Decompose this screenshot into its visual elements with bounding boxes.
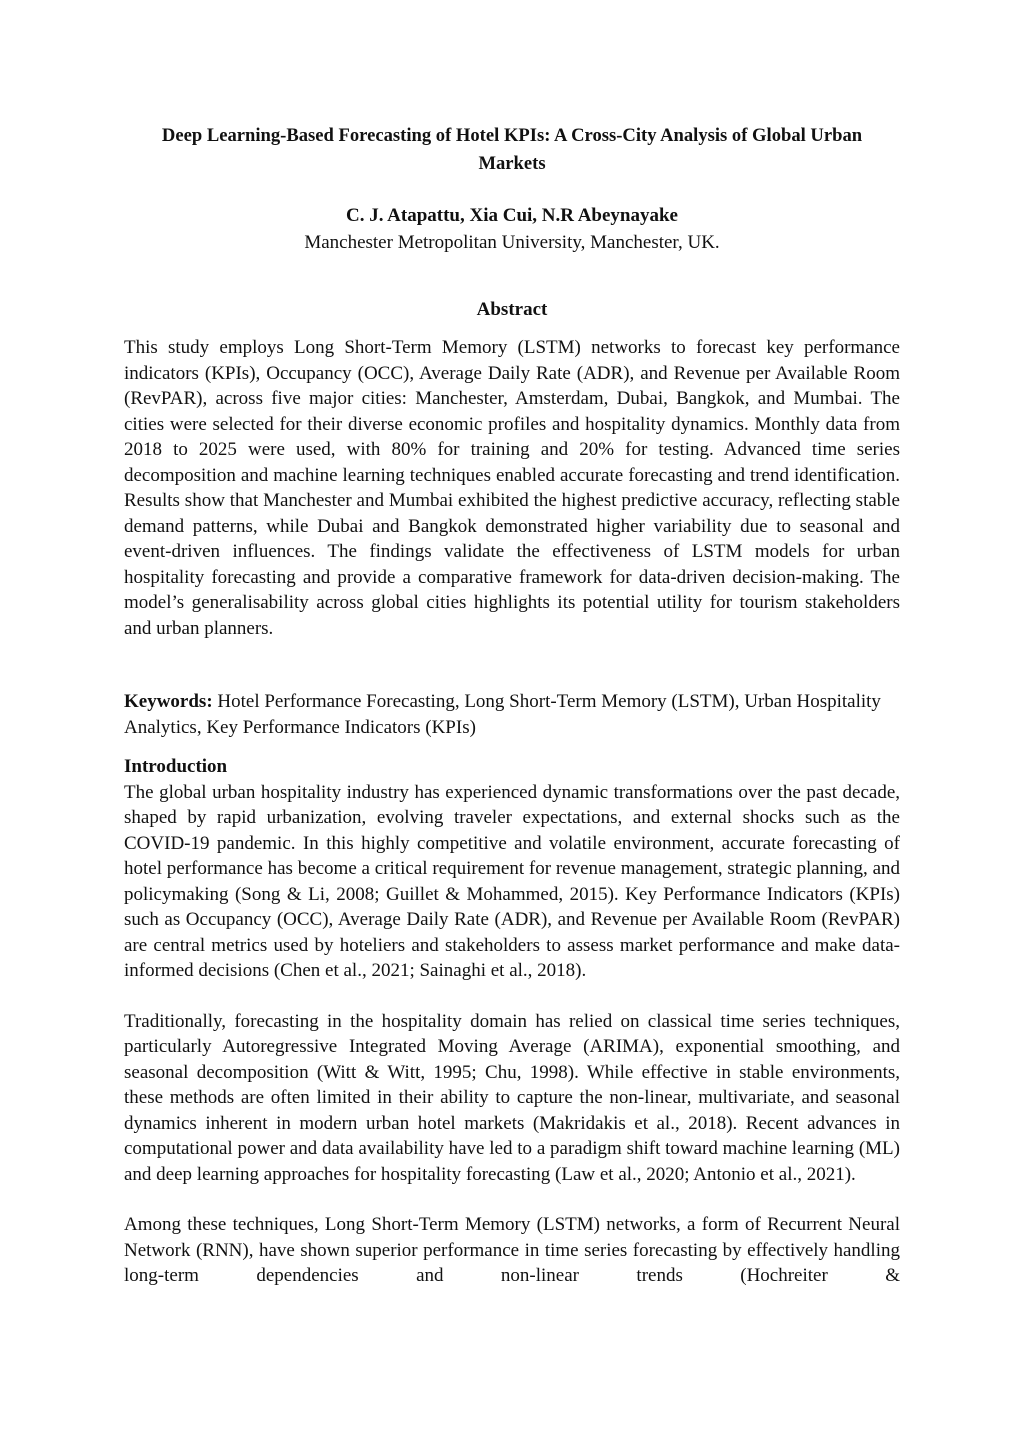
paper-page (124, 122, 900, 1289)
keywords (124, 689, 900, 740)
abstract-text: This study employs Long Short-Term Memory (LSTM) networks to forecast key performance indicators (KPIs), Occupancy (OCC), Average Daily Rate (ADR), and Revenue per Available Room (RevPAR), across five major cities: Manchester, Amsterdam, Dubai, Bangkok, and Mumbai. The cities were selected for their diverse economic profiles and hospitality dynamics. Monthly data from 2018 to 2025 were used, with 80% for training and 20% for testing. Advanced time series decomposition and machine learning techniques enabled accurate forecasting and trend identification. Results show that Manchester and Mumbai exhibited the highest predictive accuracy, reflecting stable demand patterns, while Dubai and Bangkok demonstrated higher variability due to seasonal and event-driven influences. The findings validate the effectiveness of LSTM models for urban hospitality forecasting and provide a comparative framework for data-driven decision-making. The model’s generalisability across global cities highlights its potential utility for tourism stakeholders and urban planners. (124, 337, 900, 639)
keywords-label: Keywords: (124, 691, 213, 712)
intro-paragraph-3: Among these techniques, Long Short-Term Memory (LSTM) networks, a form of Recurrent Neural Network (RNN), have shown superior performance in time series forecasting by effectively handling long-term dependencies and non-linear trends (Hochreiter & (124, 1214, 900, 1286)
introduction-heading: Introduction (124, 756, 228, 777)
affiliation: Manchester Metropolitan University, Manchester, UK. (304, 232, 720, 253)
keywords-text: Hotel Performance Forecasting, Long Short-Term Memory (LSTM), Urban Hospitality Analytics, Key Performance Indicators (KPIs) (124, 691, 881, 738)
abstract-heading: Abstract (476, 299, 548, 320)
paper-title: Deep Learning-Based Forecasting of Hotel KPIs: A Cross-City Analysis of Global Urban Markets (161, 125, 863, 174)
intro-paragraph-1: The global urban hospitality industry has experienced dynamic transformations over the past decade, shaped by rapid urbanization, evolving traveler expectations, and external shocks such as the COVID-19 pandemic. In this highly competitive and volatile environment, accurate forecasting of hotel performance has become a critical requirement for revenue management, strategic planning, and policymaking (Song & Li, 2008; Guillet & Mohammed, 2015). Key Performance Indicators (KPIs) such as Occupancy (OCC), Average Daily Rate (ADR), and Revenue per Available Room (RevPAR) are central metrics used by hoteliers and stakeholders to assess market performance and make data-informed decisions (Chen et al., 2021; Sainaghi et al., 2018). (124, 781, 900, 981)
author-list: C. J. Atapattu, Xia Cui, N.R Abeynayake (345, 205, 678, 226)
intro-paragraph-2: Traditionally, forecasting in the hospitality domain has relied on classical time series techniques, particularly Autoregressive Integrated Moving Average (ARIMA), exponential smoothing, and seasonal decomposition (Witt & Witt, 1995; Chu, 1998). While effective in stable environments, these methods are often limited in their ability to capture the non-linear, multivariate, and seasonal dynamics inherent in modern urban hotel markets (Makridakis et al., 2018). Recent advances in computational power and data availability have led to a paradigm shift toward machine learning (ML) and deep learning approaches for hospitality forecasting (Law et al., 2020; Antonio et al., 2021). (124, 1010, 900, 1185)
